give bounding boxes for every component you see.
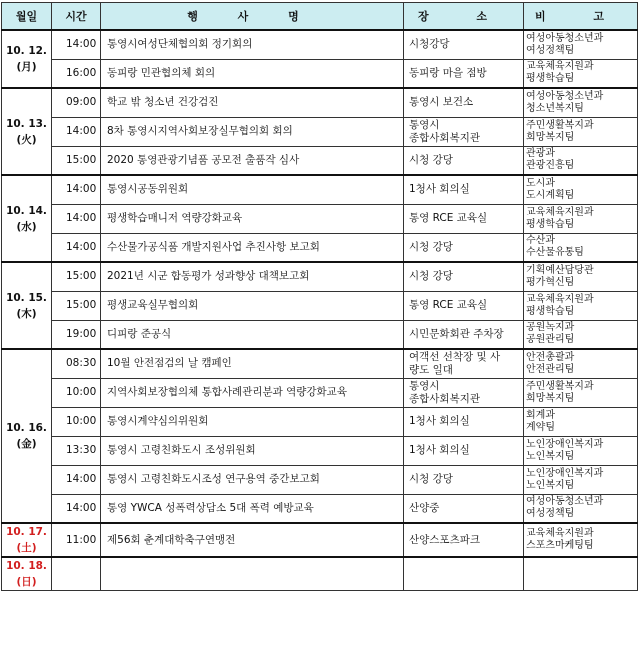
header-event: 행 사 명 bbox=[101, 3, 404, 31]
note-team: 노인복지팀 bbox=[526, 450, 575, 462]
note-department: 안전총괄과 bbox=[526, 351, 575, 363]
place-cell: 여객선 선착장 및 사 량도 일대 bbox=[404, 349, 524, 378]
table-row bbox=[2, 349, 638, 378]
place-cell: 시청 강당 bbox=[404, 262, 524, 291]
table-row bbox=[2, 320, 638, 349]
time-cell: 14:00 bbox=[52, 30, 101, 59]
event-title-cell: 학교 밖 청소년 건강검진 bbox=[101, 88, 404, 117]
note-team: 평생학습팀 bbox=[526, 218, 575, 230]
table-row bbox=[2, 291, 638, 320]
date-cell bbox=[2, 557, 52, 591]
note-team: 계약팀 bbox=[526, 421, 555, 433]
place-cell: 시청강당 bbox=[404, 30, 524, 59]
time-cell: 09:00 bbox=[52, 88, 101, 117]
event-title-cell: 통영시여성단체협의회 정기회의 bbox=[101, 30, 404, 59]
note-team: 평생학습팀 bbox=[526, 305, 575, 317]
note-cell bbox=[524, 204, 638, 233]
date-label: 10. 13. bbox=[6, 117, 47, 130]
note-cell bbox=[524, 320, 638, 349]
table-row bbox=[2, 523, 638, 557]
date-cell bbox=[2, 523, 52, 557]
date-cell bbox=[2, 175, 52, 262]
time-cell: 15:00 bbox=[52, 146, 101, 175]
note-team: 여성정책팀 bbox=[526, 44, 575, 56]
event-title-cell: 8차 통영시지역사회보장실무협의회 회의 bbox=[101, 117, 404, 146]
time-cell: 13:30 bbox=[52, 436, 101, 465]
time-cell: 15:00 bbox=[52, 291, 101, 320]
time-cell: 14:00 bbox=[52, 233, 101, 262]
place-cell: 동피랑 마을 점방 bbox=[404, 59, 524, 88]
note-team: 도시계획팀 bbox=[526, 189, 575, 201]
note-cell bbox=[524, 117, 638, 146]
header-place: 장 소 bbox=[404, 3, 524, 31]
note-team: 평생학습팀 bbox=[526, 73, 575, 85]
table-row bbox=[2, 494, 638, 523]
date-label: 10. 15. bbox=[6, 291, 47, 304]
table-row bbox=[2, 175, 638, 204]
date-cell bbox=[2, 262, 52, 349]
table-row bbox=[2, 378, 638, 407]
note-department: 노인장애인복지과 bbox=[526, 467, 604, 479]
note-cell bbox=[524, 407, 638, 436]
table-row bbox=[2, 557, 638, 591]
place-cell: 시청 강당 bbox=[404, 465, 524, 494]
note-cell bbox=[524, 494, 638, 523]
time-cell: 14:00 bbox=[52, 494, 101, 523]
time-cell bbox=[52, 557, 101, 591]
place-cell: 통영 RCE 교육실 bbox=[404, 291, 524, 320]
event-title-cell: 수산물가공식품 개발지원사업 추진사항 보고회 bbox=[101, 233, 404, 262]
time-cell: 10:00 bbox=[52, 407, 101, 436]
event-title-cell: 통영시계약심의위원회 bbox=[101, 407, 404, 436]
place-cell: 통영시 보건소 bbox=[404, 88, 524, 117]
event-title-cell: 통영 YWCA 성폭력상담소 5대 폭력 예방교육 bbox=[101, 494, 404, 523]
time-cell: 14:00 bbox=[52, 204, 101, 233]
header-time: 시간 bbox=[52, 3, 101, 31]
event-title-cell: 평생교육실무협의회 bbox=[101, 291, 404, 320]
note-cell bbox=[524, 233, 638, 262]
weekday-label: (土) bbox=[16, 542, 37, 554]
date-cell bbox=[2, 349, 52, 523]
note-department: 주민생활복지과 bbox=[526, 380, 594, 392]
time-cell: 14:00 bbox=[52, 175, 101, 204]
note-team: 스포츠마케팅팀 bbox=[526, 540, 594, 551]
table-row bbox=[2, 88, 638, 117]
place-cell: 시민문화회관 주차장 bbox=[404, 320, 524, 349]
note-team: 노인복지팀 bbox=[526, 479, 575, 491]
note-department: 교육체육지원과 bbox=[526, 528, 594, 539]
event-title-cell: 2020 통영관광기념품 공모전 출품작 심사 bbox=[101, 146, 404, 175]
note-cell bbox=[524, 59, 638, 88]
note-department: 교육체육지원과 bbox=[526, 61, 594, 73]
note-team: 청소년복지팀 bbox=[526, 102, 584, 114]
table-row bbox=[2, 262, 638, 291]
event-title-cell: 평생학습매니저 역량강화교육 bbox=[101, 204, 404, 233]
event-title-cell: 2021년 시군 합동평가 성과향상 대책보고회 bbox=[101, 262, 404, 291]
date-label: 10. 12. bbox=[6, 45, 47, 57]
place-cell: 산양중 bbox=[404, 494, 524, 523]
date-cell bbox=[2, 30, 52, 88]
place-cell bbox=[404, 557, 524, 591]
date-label: 10. 18. bbox=[6, 560, 47, 572]
note-cell bbox=[524, 523, 638, 557]
note-team: 안전관리팀 bbox=[526, 363, 575, 375]
note-team: 여성정책팀 bbox=[526, 508, 575, 520]
place-cell: 1청사 회의실 bbox=[404, 407, 524, 436]
place-cell: 시청 강당 bbox=[404, 146, 524, 175]
table-row bbox=[2, 407, 638, 436]
date-cell bbox=[2, 88, 52, 175]
note-team: 공원관리팀 bbox=[526, 334, 575, 346]
weekday-label: (金) bbox=[16, 438, 37, 450]
note-team: 수산물유통팀 bbox=[526, 247, 584, 259]
place-cell: 통영 RCE 교육실 bbox=[404, 204, 524, 233]
event-title-cell: 제56회 춘계대학축구연맹전 bbox=[101, 523, 404, 557]
place-cell: 산양스포츠파크 bbox=[404, 523, 524, 557]
note-cell bbox=[524, 88, 638, 117]
schedule-table bbox=[1, 2, 638, 591]
place-cell: 시청 강당 bbox=[404, 233, 524, 262]
header-date: 월일 bbox=[2, 3, 52, 31]
note-department: 교육체육지원과 bbox=[526, 293, 594, 305]
time-cell: 08:30 bbox=[52, 349, 101, 378]
note-cell bbox=[524, 436, 638, 465]
time-cell: 10:00 bbox=[52, 378, 101, 407]
note-cell bbox=[524, 30, 638, 59]
note-department: 기획예산담당관 bbox=[526, 264, 594, 276]
place-cell: 1청사 회의실 bbox=[404, 436, 524, 465]
weekday-label: (水) bbox=[16, 220, 37, 233]
note-department: 여성아동청소년과 bbox=[526, 496, 604, 508]
event-title-cell bbox=[101, 557, 404, 591]
note-team: 평가혁신팀 bbox=[526, 276, 575, 288]
event-title-cell: 10월 안전점검의 날 캠페인 bbox=[101, 349, 404, 378]
note-department: 여성아동청소년과 bbox=[526, 90, 604, 102]
note-cell bbox=[524, 378, 638, 407]
note-department: 관광과 bbox=[526, 148, 555, 160]
note-team: 관광진흥팀 bbox=[526, 160, 575, 172]
time-cell: 19:00 bbox=[52, 320, 101, 349]
weekday-label: (火) bbox=[16, 133, 37, 146]
note-department: 회계과 bbox=[526, 409, 555, 421]
table-row bbox=[2, 436, 638, 465]
date-label: 10. 17. bbox=[6, 526, 47, 538]
time-cell: 14:00 bbox=[52, 117, 101, 146]
time-cell: 14:00 bbox=[52, 465, 101, 494]
note-cell bbox=[524, 262, 638, 291]
note-department: 공원녹지과 bbox=[526, 322, 575, 334]
event-title-cell: 지역사회보장협의체 통합사례관리분과 역량강화교육 bbox=[101, 378, 404, 407]
note-cell bbox=[524, 146, 638, 175]
note-cell bbox=[524, 465, 638, 494]
header-row bbox=[2, 3, 638, 31]
place-cell: 1청사 회의실 bbox=[404, 175, 524, 204]
table-row bbox=[2, 204, 638, 233]
note-department: 여성아동청소년과 bbox=[526, 32, 604, 44]
schedule-body bbox=[2, 30, 638, 591]
table-row bbox=[2, 30, 638, 59]
table-row bbox=[2, 59, 638, 88]
table-row bbox=[2, 465, 638, 494]
note-cell bbox=[524, 557, 638, 591]
table-row bbox=[2, 117, 638, 146]
note-department: 주민생활복지과 bbox=[526, 119, 594, 131]
event-title-cell: 통영시공동위원회 bbox=[101, 175, 404, 204]
time-cell: 15:00 bbox=[52, 262, 101, 291]
note-department: 수산과 bbox=[526, 235, 555, 247]
date-label: 10. 14. bbox=[6, 204, 47, 217]
time-cell: 16:00 bbox=[52, 59, 101, 88]
weekday-label: (月) bbox=[16, 61, 37, 73]
note-team: 희망복지팀 bbox=[526, 131, 575, 143]
weekday-label: (日) bbox=[16, 576, 37, 588]
note-cell bbox=[524, 291, 638, 320]
weekday-label: (木) bbox=[16, 307, 37, 320]
note-team: 희망복지팀 bbox=[526, 392, 575, 404]
event-title-cell: 통영시 고령친화도시 조성위원회 bbox=[101, 436, 404, 465]
event-title-cell: 통영시 고령친화도시조성 연구용역 중간보고회 bbox=[101, 465, 404, 494]
table-row bbox=[2, 146, 638, 175]
event-title-cell: 디피랑 준공식 bbox=[101, 320, 404, 349]
event-title-cell: 동피랑 민관협의체 회의 bbox=[101, 59, 404, 88]
note-cell bbox=[524, 349, 638, 378]
time-cell: 11:00 bbox=[52, 523, 101, 557]
header-note: 비 고 bbox=[524, 3, 638, 31]
place-cell: 통영시 종합사회복지관 bbox=[404, 117, 524, 146]
note-department: 노인장애인복지과 bbox=[526, 438, 604, 450]
date-label: 10. 16. bbox=[6, 422, 47, 434]
place-cell: 통영시 종합사회복지관 bbox=[404, 378, 524, 407]
note-department: 도시과 bbox=[526, 177, 555, 189]
note-cell bbox=[524, 175, 638, 204]
note-department: 교육체육지원과 bbox=[526, 206, 594, 218]
table-row bbox=[2, 233, 638, 262]
